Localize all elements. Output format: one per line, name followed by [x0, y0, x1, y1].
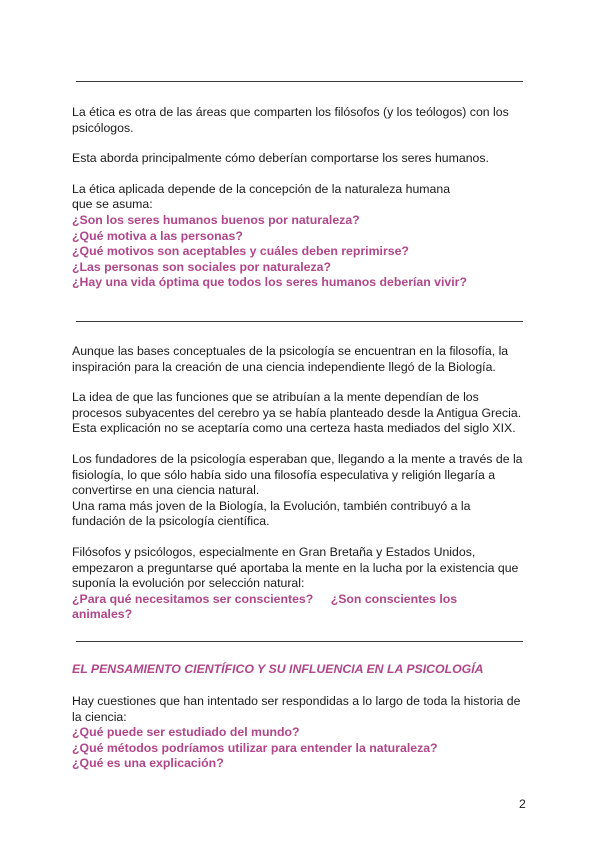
paragraph: Aunque las bases conceptuales de la psicología se encuentran en la filosofía, la inspiración para la creación de una ciencia independiente llegó de la Biología. [72, 344, 509, 374]
question: ¿Las personas son sociales por naturaleza? [72, 259, 332, 274]
paragraph: La ética es otra de las áreas que comparten los filósofos (y los teólogos) con los psicólogos. [72, 105, 509, 135]
page-number: 2 [519, 797, 526, 811]
question: ¿Hay una vida óptima que todos los seres humanos deberían vivir? [72, 275, 467, 290]
question: ¿Qué motiva a las personas? [72, 228, 243, 243]
paragraph: Esta aborda principalmente cómo deberían comportarse los seres humanos. [72, 151, 489, 166]
paragraph: Una rama más joven de la Biología, la Evolución, también contribuyó a la fundación de la psicología científica. [72, 498, 471, 529]
section-ethics [72, 105, 532, 291]
question: ¿Qué motivos son aceptables y cuáles deben reprimirse? [72, 244, 409, 259]
section-biology [72, 344, 532, 623]
horizontal-rule [76, 81, 523, 82]
paragraph: Los fundadores de la psicología esperaban que, llegando a la mente a través de la fisiología, lo que sólo había sido una filosofía especulativa y religión llegaría a convertirse en una ciencia natural. [72, 451, 523, 498]
paragraph: Filósofos y psicólogos, especialmente en Gran Bretaña y Estados Unidos, empezaron a preguntarse qué aportaba la mente en la lucha por la existencia que suponía la evolución por selección natural: [72, 544, 519, 591]
paragraph: Hay cuestiones que han intentado ser respondidas a lo largo de toda la historia de la ciencia: [72, 694, 521, 724]
question: ¿Para qué necesitamos ser conscientes? [72, 591, 314, 606]
horizontal-rule [76, 641, 523, 642]
question: ¿Son los seres humanos buenos por naturaleza? [72, 212, 360, 227]
question: ¿Son conscientes los animales? [72, 591, 458, 622]
paragraph: La ética aplicada depende de la concepción de la naturaleza humana que se asuma: [72, 181, 451, 212]
horizontal-rule [76, 321, 523, 322]
question-line [72, 592, 532, 623]
question: ¿Qué es una explicación? [72, 756, 224, 771]
section-heading: EL PENSAMIENTO CIENTÍFICO Y SU INFLUENCIA EN LA PSICOLOGÍA [72, 662, 484, 676]
section-scientific-thought [72, 694, 532, 772]
question: ¿Qué métodos podríamos utilizar para entender la naturaleza? [72, 740, 438, 755]
question: ¿Qué puede ser estudiado del mundo? [72, 725, 300, 740]
paragraph: La idea de que las funciones que se atribuían a la mente dependían de los procesos subyacentes del cerebro ya se había planteado desde la Antigua Grecia. Esta explicación no se aceptaría como una certeza hasta mediados del siglo XIX. [72, 390, 522, 436]
